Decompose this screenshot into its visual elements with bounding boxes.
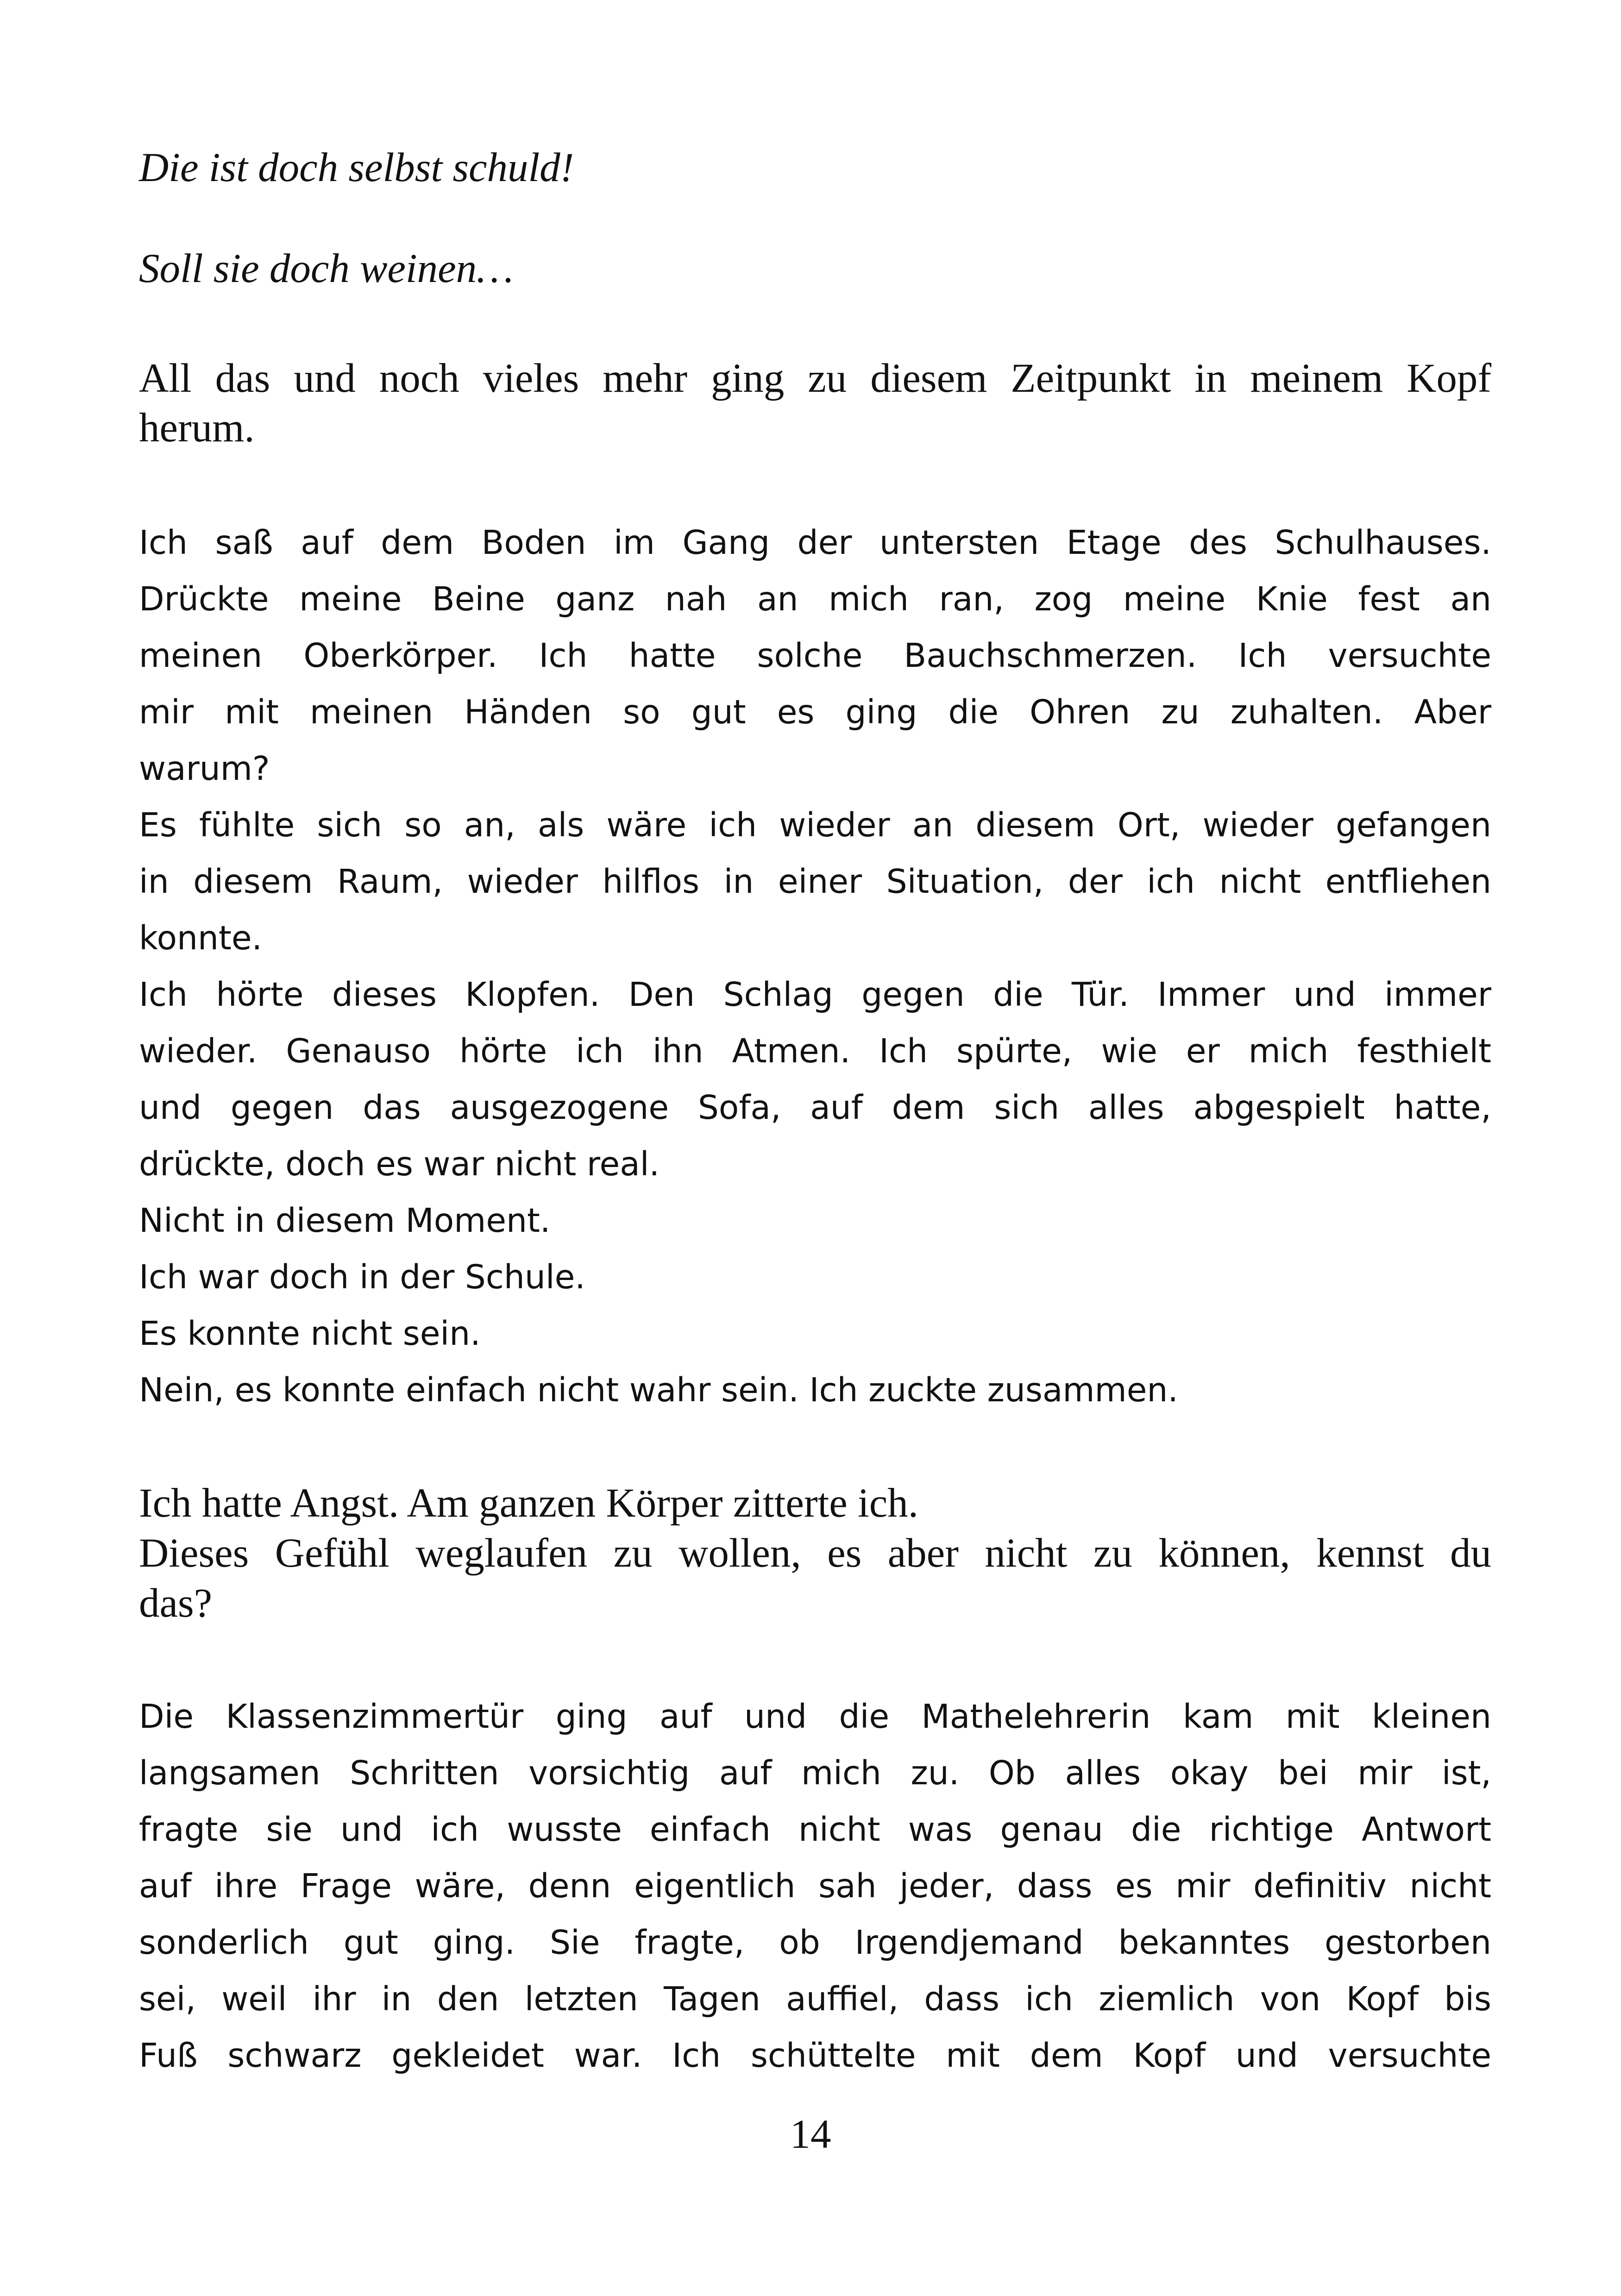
intro-line-2: Soll sie doch weinen… <box>139 246 514 291</box>
body-line: und gegen das ausgezogene Sofa, auf dem sich alles abgespielt hatte, <box>139 1088 1491 1127</box>
body-line: Die Klassenzimmertür ging auf und die Mathelehrerin kam mit kleinen <box>139 1697 1491 1736</box>
body-line: Nicht in diesem Moment. <box>139 1201 551 1240</box>
body-line: fragte sie und ich wusste einfach nicht was genau die richtige Antwort <box>139 1810 1491 1849</box>
serif-paragraph-2-line-1: Ich hatte Angst. Am ganzen Körper zitterte ich. <box>139 1480 919 1526</box>
body-line: Ich war doch in der Schule. <box>139 1258 585 1296</box>
body-line: sonderlich gut ging. Sie fragte, ob Irgendjemand bekanntes gestorben <box>139 1923 1491 1962</box>
body-line: mir mit meinen Händen so gut es ging die Ohren zu zuhalten. Aber <box>139 693 1491 731</box>
body-line: Fuß schwarz gekleidet war. Ich schüttelte mit dem Kopf und versuchte <box>139 2036 1491 2075</box>
body-line: auf ihre Frage wäre, denn eigentlich sah jeder, dass es mir definitiv nicht <box>139 1867 1491 1905</box>
intro-line-1: Die ist doch selbst schuld! <box>139 145 574 190</box>
body-line: sei, weil ihr in den letzten Tagen auffiel, dass ich ziemlich von Kopf bis <box>139 1980 1491 2018</box>
serif-paragraph-2-line-3: das? <box>139 1581 213 1626</box>
body-line: wieder. Genauso hörte ich ihn Atmen. Ich spürte, wie er mich festhielt <box>139 1032 1491 1070</box>
body-line: meinen Oberkörper. Ich hatte solche Bauchschmerzen. Ich versuchte <box>139 636 1491 675</box>
page-number: 14 <box>790 2112 831 2157</box>
serif-paragraph-2-line-2: Dieses Gefühl weglaufen zu wollen, es aber nicht zu können, kennst du <box>139 1531 1491 1576</box>
serif-paragraph-1-line-1: All das und noch vieles mehr ging zu diesem Zeitpunkt in meinem Kopf <box>139 356 1491 401</box>
body-line: Drückte meine Beine ganz nah an mich ran, zog meine Knie fest an <box>139 580 1491 618</box>
body-line: Ich saß auf dem Boden im Gang der untersten Etage des Schulhauses. <box>139 523 1491 562</box>
serif-paragraph-1-line-2: herum. <box>139 405 255 451</box>
body-line: Es fühlte sich so an, als wäre ich wieder an diesem Ort, wieder gefangen <box>139 806 1491 844</box>
body-line: Nein, es konnte einfach nicht wahr sein. Ich zuckte zusammen. <box>139 1371 1178 1409</box>
body-line: in diesem Raum, wieder hilflos in einer Situation, der ich nicht entfliehen <box>139 862 1491 901</box>
body-line: drückte, doch es war nicht real. <box>139 1145 660 1183</box>
body-line: Es konnte nicht sein. <box>139 1314 481 1353</box>
body-line: warum? <box>139 749 270 788</box>
body-line: langsamen Schritten vorsichtig auf mich zu. Ob alles okay bei mir ist, <box>139 1754 1491 1792</box>
body-line: Ich hörte dieses Klopfen. Den Schlag gegen die Tür. Immer und immer <box>139 975 1491 1014</box>
body-line: konnte. <box>139 919 263 957</box>
